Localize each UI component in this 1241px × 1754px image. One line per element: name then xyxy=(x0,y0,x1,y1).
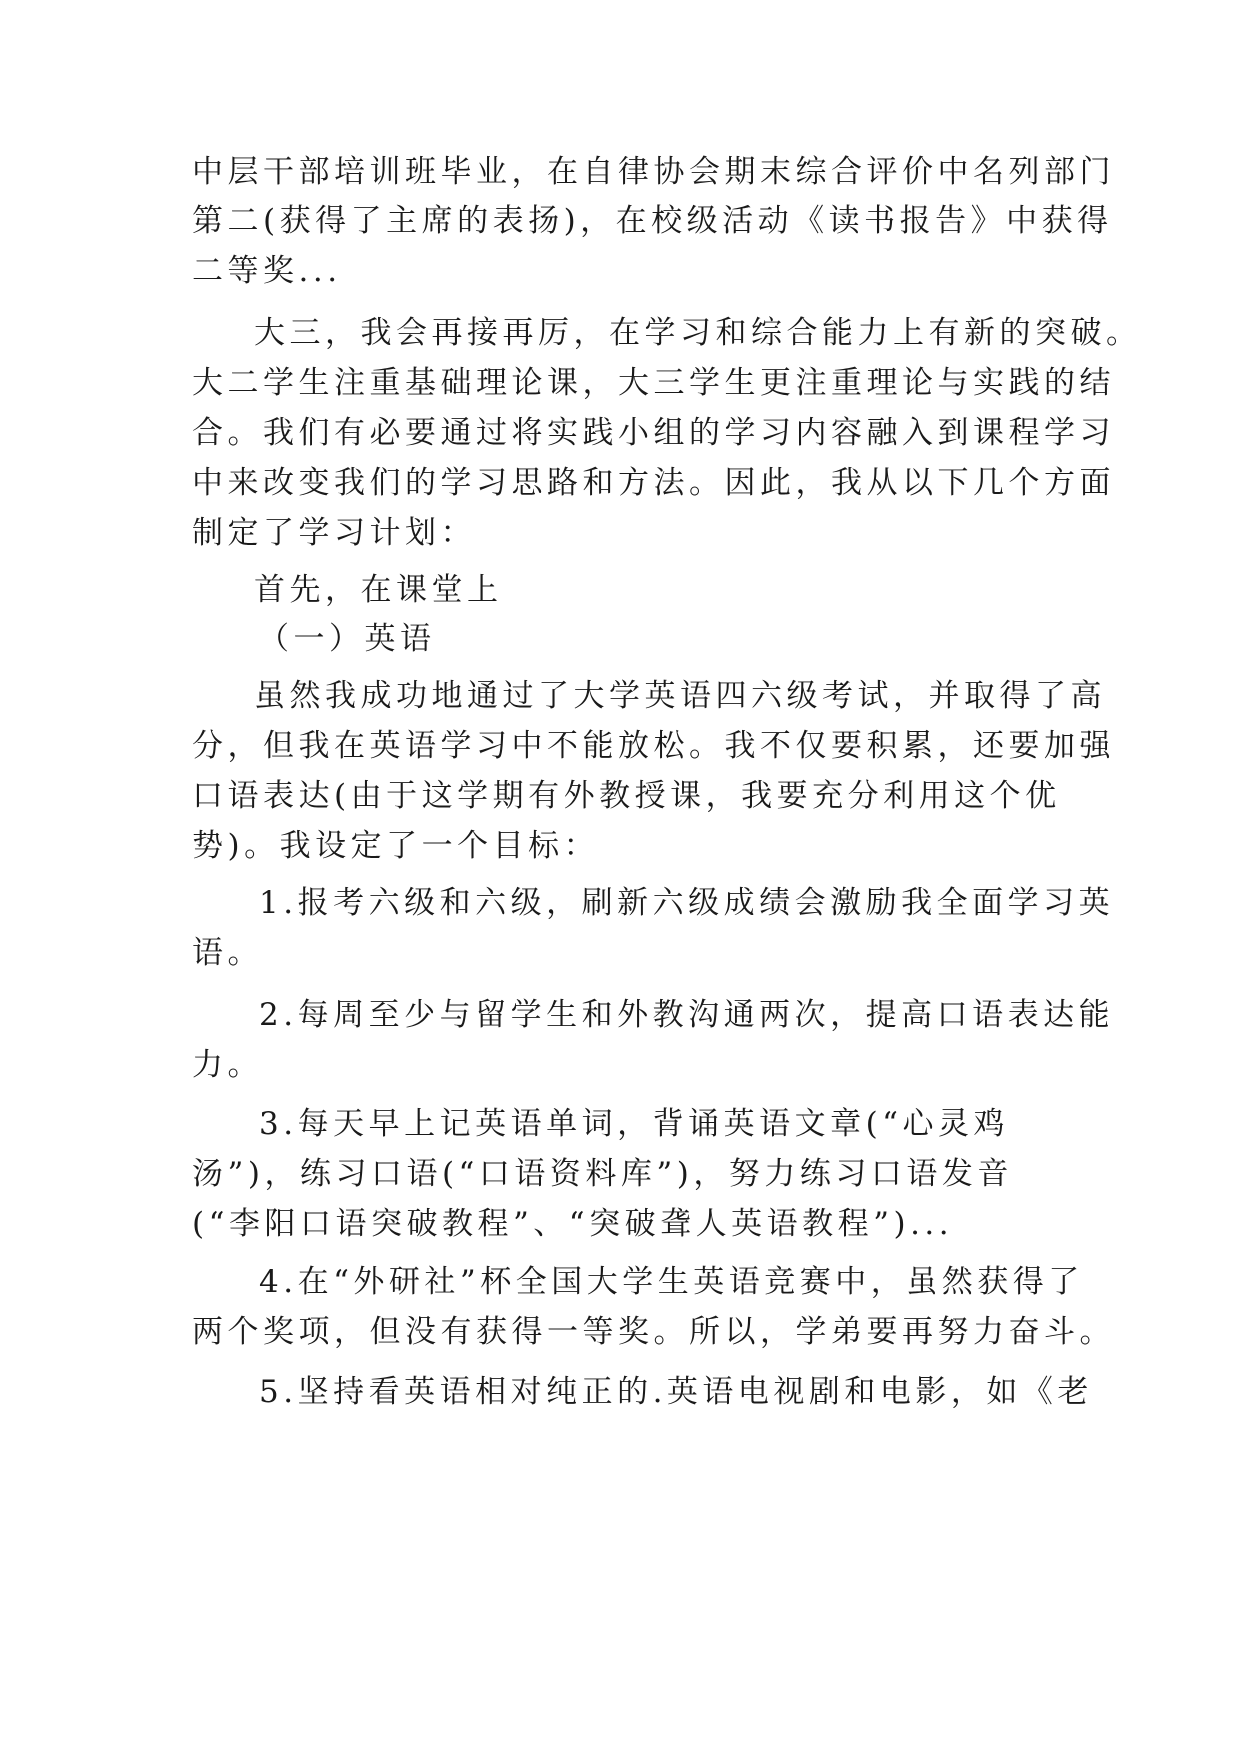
text-line: 语。 xyxy=(192,935,263,971)
list-item-line: 5.坚持看英语相对纯正的.英语电视剧和电影，如《老 xyxy=(259,1374,1093,1410)
list-item-line: 2.每周至少与留学生和外教沟通两次，提高口语表达能 xyxy=(259,997,1115,1033)
text-line: 中来改变我们的学习思路和方法。因此，我从以下几个方面 xyxy=(192,465,1115,501)
text-line: 合。我们有必要通过将实践小组的学习内容融入到课程学习 xyxy=(192,415,1115,451)
text-line: 第二(获得了主席的表扬)，在校级活动《读书报告》中获得 xyxy=(192,203,1113,239)
text-line: 二等奖... xyxy=(192,253,342,289)
text-line: 制定了学习计划： xyxy=(192,515,476,551)
text-line: (“李阳口语突破教程”、“突破聋人英语教程”)... xyxy=(192,1206,954,1242)
section-intro-line: 首先，在课堂上 xyxy=(254,572,503,608)
list-item-line: 4.在“外研社”杯全国大学生英语竞赛中，虽然获得了 xyxy=(259,1264,1084,1300)
text-line: 中层干部培训班毕业，在自律协会期末综合评价中名列部门 xyxy=(192,154,1115,190)
text-line: 力。 xyxy=(192,1047,263,1083)
text-line: 大二学生注重基础理论课，大三学生更注重理论与实践的结 xyxy=(192,365,1115,401)
text-line: 势)。我设定了一个目标： xyxy=(192,828,600,864)
paragraph-start-line: 虽然我成功地通过了大学英语四六级考试，并取得了高 xyxy=(254,678,1106,714)
text-line: 口语表达(由于这学期有外教授课，我要充分利用这个优 xyxy=(192,778,1061,814)
text-line: 分，但我在英语学习中不能放松。我不仅要积累，还要加强 xyxy=(192,728,1115,764)
text-line: 汤”)，练习口语(“口语资料库”)，努力练习口语发音 xyxy=(192,1156,1013,1192)
paragraph-start-line: 大三，我会再接再厉，在学习和综合能力上有新的突破。 xyxy=(254,315,1142,351)
text-line: 两个奖项，但没有获得一等奖。所以，学弟要再努力奋斗。 xyxy=(192,1314,1115,1350)
section-heading: （一）英语 xyxy=(258,621,436,657)
list-item-line: 1.报考六级和六级，刷新六级成绩会激励我全面学习英 xyxy=(259,885,1115,921)
list-item-line: 3.每天早上记英语单词，背诵英语文章(“心灵鸡 xyxy=(259,1106,1010,1142)
